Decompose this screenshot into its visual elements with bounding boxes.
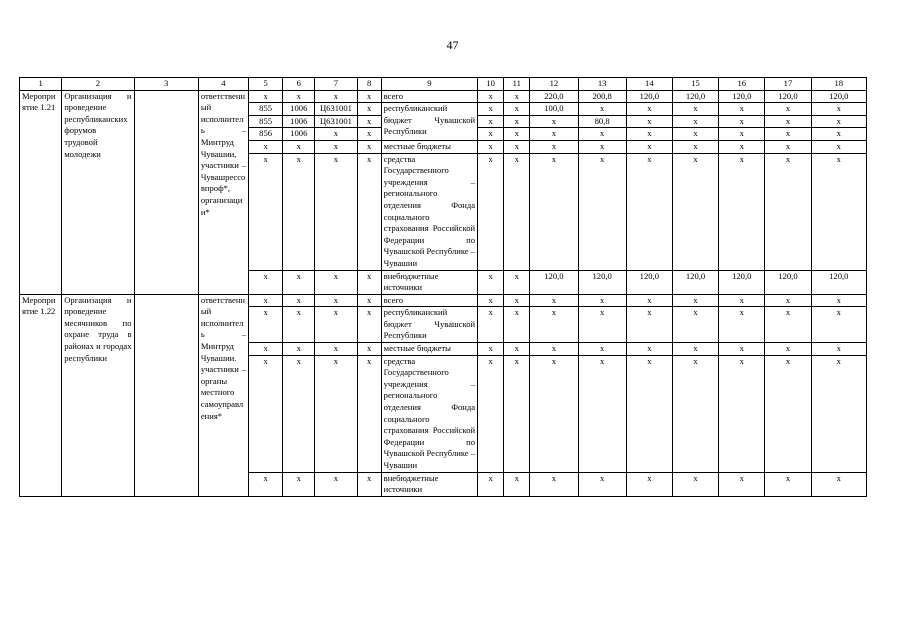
funding-source: республиканский бюджет Чувашской Республики xyxy=(381,103,477,141)
value-cell: x xyxy=(504,90,530,103)
measure-col3 xyxy=(134,294,198,496)
amount-cell: 120,0 xyxy=(719,90,765,103)
measure-id: Мероприятие 1.22 xyxy=(20,294,62,496)
amount-cell: x xyxy=(626,307,672,343)
code-cell: x xyxy=(283,294,315,307)
code-cell: x xyxy=(315,140,357,153)
value-cell: x xyxy=(504,140,530,153)
amount-cell: 120,0 xyxy=(672,90,718,103)
amount-cell: x xyxy=(719,103,765,116)
code-cell: x xyxy=(249,307,283,343)
amount-cell: 120,0 xyxy=(719,270,765,294)
amount-cell: 120,0 xyxy=(765,90,811,103)
amount-cell: x xyxy=(626,294,672,307)
amount-cell: x xyxy=(578,472,626,496)
amount-cell: x xyxy=(672,103,718,116)
amount-cell: x xyxy=(626,343,672,356)
funding-source: внебюджетные источники xyxy=(381,472,477,496)
code-cell: x xyxy=(357,294,381,307)
code-cell: x xyxy=(357,355,381,472)
amount-cell: x xyxy=(811,153,866,270)
amount-cell: x xyxy=(578,307,626,343)
column-header: 17 xyxy=(765,78,811,91)
value-cell: x xyxy=(478,343,504,356)
amount-cell: x xyxy=(719,294,765,307)
value-cell: x xyxy=(478,270,504,294)
amount-cell: x xyxy=(719,343,765,356)
amount-cell: x xyxy=(578,343,626,356)
code-cell: x xyxy=(283,90,315,103)
code-cell: x xyxy=(249,343,283,356)
column-header: 2 xyxy=(62,78,134,91)
value-cell: x xyxy=(478,307,504,343)
code-cell: x xyxy=(357,270,381,294)
budget-table xyxy=(19,77,867,497)
column-header: 3 xyxy=(134,78,198,91)
code-cell: x xyxy=(283,140,315,153)
value-cell: x xyxy=(504,307,530,343)
amount-cell: x xyxy=(811,472,866,496)
amount-cell: x xyxy=(672,307,718,343)
code-cell: Ц631001 xyxy=(315,115,357,128)
amount-cell: 120,0 xyxy=(811,90,866,103)
code-cell: x xyxy=(283,153,315,270)
amount-cell: x xyxy=(578,140,626,153)
value-cell: x xyxy=(504,355,530,472)
code-cell: x xyxy=(357,153,381,270)
amount-cell: x xyxy=(672,472,718,496)
amount-cell: x xyxy=(626,103,672,116)
amount-cell: x xyxy=(719,140,765,153)
amount-cell: x xyxy=(765,355,811,472)
code-cell: x xyxy=(357,307,381,343)
amount-cell: x xyxy=(530,115,578,128)
value-cell: x xyxy=(504,153,530,270)
amount-cell: x xyxy=(626,140,672,153)
code-cell: x xyxy=(315,128,357,141)
code-cell: 1006 xyxy=(283,128,315,141)
amount-cell: x xyxy=(811,355,866,472)
amount-cell: x xyxy=(626,115,672,128)
code-cell: x xyxy=(249,140,283,153)
amount-cell: 80,8 xyxy=(578,115,626,128)
column-header: 18 xyxy=(811,78,866,91)
code-cell: 855 xyxy=(249,103,283,116)
value-cell: x xyxy=(504,128,530,141)
code-cell: x xyxy=(315,355,357,472)
funding-source: средства Государственного учреждения – регионального отделения Фонда социального страхования Российской Федерации по Чувашской Республике – Чувашии xyxy=(381,153,477,270)
amount-cell: x xyxy=(765,128,811,141)
code-cell: 856 xyxy=(249,128,283,141)
column-header: 16 xyxy=(719,78,765,91)
amount-cell: x xyxy=(578,153,626,270)
amount-cell: 200,8 xyxy=(578,90,626,103)
value-cell: x xyxy=(478,103,504,116)
column-header: 12 xyxy=(530,78,578,91)
code-cell: 855 xyxy=(249,115,283,128)
amount-cell: x xyxy=(811,294,866,307)
column-header: 7 xyxy=(315,78,357,91)
table-row xyxy=(20,294,867,307)
measure-name: Организация и проведение месячников по охране труда в районах и городах республики xyxy=(62,294,134,496)
funding-source: республиканский бюджет Чувашской Республики xyxy=(381,307,477,343)
amount-cell: x xyxy=(530,294,578,307)
code-cell: x xyxy=(315,472,357,496)
amount-cell: x xyxy=(530,343,578,356)
code-cell: x xyxy=(357,343,381,356)
amount-cell: x xyxy=(765,472,811,496)
amount-cell: x xyxy=(578,128,626,141)
amount-cell: x xyxy=(626,128,672,141)
code-cell: 1006 xyxy=(283,115,315,128)
amount-cell: x xyxy=(626,153,672,270)
amount-cell: 120,0 xyxy=(626,270,672,294)
amount-cell: x xyxy=(578,355,626,472)
code-cell: x xyxy=(249,355,283,472)
amount-cell: 220,0 xyxy=(530,90,578,103)
amount-cell: x xyxy=(626,472,672,496)
code-cell: x xyxy=(249,472,283,496)
amount-cell: 120,0 xyxy=(578,270,626,294)
amount-cell: x xyxy=(719,115,765,128)
measure-executor: ответственный исполнитель – Минтруд Чувашии, участники – Чувашрессовпроф*, организации* xyxy=(198,90,248,294)
amount-cell: x xyxy=(765,294,811,307)
amount-cell: x xyxy=(672,153,718,270)
code-cell: Ц631001 xyxy=(315,103,357,116)
funding-source: всего xyxy=(381,294,477,307)
funding-source: местные бюджеты xyxy=(381,343,477,356)
code-cell: x xyxy=(357,140,381,153)
value-cell: x xyxy=(478,128,504,141)
code-cell: x xyxy=(315,294,357,307)
value-cell: x xyxy=(478,153,504,270)
amount-cell: x xyxy=(719,153,765,270)
amount-cell: x xyxy=(530,355,578,472)
table-row xyxy=(20,90,867,103)
code-cell: x xyxy=(357,115,381,128)
code-cell: x xyxy=(283,472,315,496)
amount-cell: x xyxy=(578,103,626,116)
page-number: 47 xyxy=(446,38,459,52)
amount-cell: x xyxy=(765,153,811,270)
code-cell: x xyxy=(315,270,357,294)
amount-cell: x xyxy=(719,355,765,472)
amount-cell: x xyxy=(811,128,866,141)
value-cell: x xyxy=(504,294,530,307)
amount-cell: x xyxy=(765,343,811,356)
code-cell: x xyxy=(249,90,283,103)
amount-cell: x xyxy=(530,140,578,153)
amount-cell: x xyxy=(811,103,866,116)
amount-cell: x xyxy=(811,307,866,343)
column-header: 1 xyxy=(20,78,62,91)
amount-cell: x xyxy=(719,307,765,343)
column-header: 10 xyxy=(478,78,504,91)
code-cell: x xyxy=(249,294,283,307)
amount-cell: x xyxy=(811,140,866,153)
amount-cell: x xyxy=(672,294,718,307)
amount-cell: x xyxy=(811,115,866,128)
code-cell: x xyxy=(249,153,283,270)
code-cell: x xyxy=(357,103,381,116)
amount-cell: x xyxy=(765,115,811,128)
funding-source: всего xyxy=(381,90,477,103)
amount-cell: x xyxy=(672,140,718,153)
column-header: 5 xyxy=(249,78,283,91)
value-cell: x xyxy=(478,115,504,128)
amount-cell: x xyxy=(578,294,626,307)
column-header: 11 xyxy=(504,78,530,91)
value-cell: x xyxy=(504,115,530,128)
value-cell: x xyxy=(504,343,530,356)
amount-cell: 120,0 xyxy=(672,270,718,294)
value-cell: x xyxy=(478,140,504,153)
amount-cell: x xyxy=(672,343,718,356)
amount-cell: x xyxy=(530,307,578,343)
amount-cell: x xyxy=(626,355,672,472)
value-cell: x xyxy=(504,103,530,116)
code-cell: x xyxy=(315,343,357,356)
code-cell: x xyxy=(315,153,357,270)
amount-cell: x xyxy=(672,355,718,472)
amount-cell: 100,0 xyxy=(530,103,578,116)
code-cell: x xyxy=(283,270,315,294)
column-header: 15 xyxy=(672,78,718,91)
value-cell: x xyxy=(504,270,530,294)
amount-cell: x xyxy=(811,343,866,356)
amount-cell: x xyxy=(765,140,811,153)
value-cell: x xyxy=(478,355,504,472)
column-header: 13 xyxy=(578,78,626,91)
amount-cell: x xyxy=(672,115,718,128)
amount-cell: x xyxy=(719,472,765,496)
funding-source: местные бюджеты xyxy=(381,140,477,153)
amount-cell: x xyxy=(672,128,718,141)
measure-id: Мероприятие 1.21 xyxy=(20,90,62,294)
code-cell: x xyxy=(357,90,381,103)
code-cell: x xyxy=(283,355,315,472)
code-cell: x xyxy=(357,472,381,496)
column-header: 9 xyxy=(381,78,477,91)
amount-cell: x xyxy=(530,128,578,141)
amount-cell: x xyxy=(530,472,578,496)
value-cell: x xyxy=(478,294,504,307)
code-cell: x xyxy=(315,307,357,343)
code-cell: x xyxy=(315,90,357,103)
amount-cell: 120,0 xyxy=(765,270,811,294)
code-cell: x xyxy=(283,307,315,343)
code-cell: x xyxy=(357,128,381,141)
amount-cell: x xyxy=(719,128,765,141)
value-cell: x xyxy=(478,90,504,103)
amount-cell: x xyxy=(765,103,811,116)
code-cell: x xyxy=(283,343,315,356)
measure-executor: ответственный исполнитель – Минтруд Чувашии. участники – органы местного самоуправления* xyxy=(198,294,248,496)
column-header: 8 xyxy=(357,78,381,91)
column-header: 4 xyxy=(198,78,248,91)
column-number-row xyxy=(20,78,867,91)
column-header: 14 xyxy=(626,78,672,91)
column-header: 6 xyxy=(283,78,315,91)
amount-cell: 120,0 xyxy=(626,90,672,103)
amount-cell: x xyxy=(530,153,578,270)
measure-name: Организация и проведение республиканских форумов трудовой молодежи xyxy=(62,90,134,294)
measure-col3 xyxy=(134,90,198,294)
code-cell: 1006 xyxy=(283,103,315,116)
funding-source: внебюджетные источники xyxy=(381,270,477,294)
amount-cell: 120,0 xyxy=(530,270,578,294)
value-cell: x xyxy=(478,472,504,496)
amount-cell: 120,0 xyxy=(811,270,866,294)
funding-source: средства Государственного учреждения – регионального отделения Фонда социального страхования Российской Федерации по Чувашской Республике – Чувашии xyxy=(381,355,477,472)
value-cell: x xyxy=(504,472,530,496)
code-cell: x xyxy=(249,270,283,294)
amount-cell: x xyxy=(765,307,811,343)
